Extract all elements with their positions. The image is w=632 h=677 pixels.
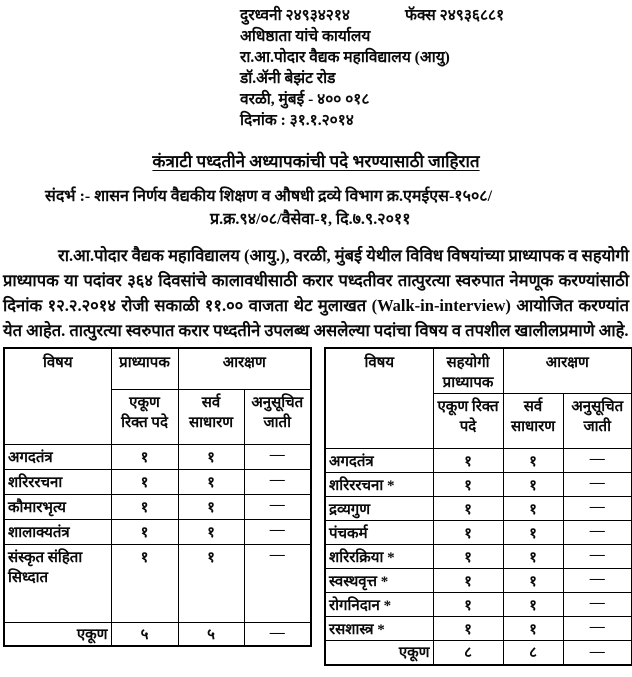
subject-cell: रसशास्त्र *	[325, 617, 433, 641]
scheduled-caste-header: अनुसूचित जाती	[244, 389, 311, 444]
subject-cell: द्रव्यगुण	[325, 497, 433, 521]
sc-cell: —	[244, 444, 311, 469]
reservation-column-header: आरक्षण	[178, 348, 311, 389]
general-cell: १	[178, 544, 244, 622]
subject-cell: शरिरक्रिया *	[325, 545, 433, 569]
table-row	[4, 469, 311, 494]
subject-cell: शरिररचना	[4, 469, 111, 494]
date-line: दिनांक : ३१.१.२०१४	[240, 112, 354, 129]
sc-cell: —	[244, 519, 311, 544]
general-cell: १	[503, 593, 563, 617]
vacant-cell: १	[433, 473, 503, 497]
table-row	[4, 444, 311, 469]
table-row	[325, 545, 632, 569]
general-cell: १	[503, 521, 563, 545]
sc-cell: —	[563, 449, 632, 473]
phone-fax-line	[240, 5, 632, 26]
vacant-cell: १	[111, 519, 178, 544]
general-cell: १	[178, 519, 244, 544]
table-row	[4, 519, 311, 544]
reference-block	[0, 185, 632, 231]
total-label: एकूण	[325, 641, 433, 665]
sc-cell: —	[563, 569, 632, 593]
letterhead	[240, 0, 632, 131]
vacant-cell: १	[433, 449, 503, 473]
table-header-row	[4, 348, 311, 389]
sc-cell: —	[563, 497, 632, 521]
sc-cell: —	[563, 545, 632, 569]
vacant-cell: १	[433, 569, 503, 593]
table-row	[325, 497, 632, 521]
subject-cell: स्वस्थवृत्त *	[325, 569, 433, 593]
sc-cell: —	[244, 469, 311, 494]
general-cell: १	[503, 473, 563, 497]
sc-cell: —	[563, 473, 632, 497]
vacant-cell: १	[433, 545, 503, 569]
general-cell: १	[503, 617, 563, 641]
table-row	[325, 617, 632, 641]
general-cell: १	[503, 497, 563, 521]
general-cell: १	[503, 449, 563, 473]
vacant-cell: १	[433, 617, 503, 641]
total-label: एकूण	[4, 622, 111, 646]
scheduled-caste-header: अनुसूचित जाती	[563, 394, 632, 449]
subject-cell: अगदतंत्र	[325, 449, 433, 473]
table-header-row	[325, 348, 632, 394]
total-row	[4, 622, 311, 646]
total-row	[325, 641, 632, 665]
general-header: सर्व साधारण	[178, 389, 244, 444]
fax-number: फॅक्स २४९३६८८१	[405, 7, 505, 24]
reference-text: शासन निर्णय वैद्यकीय शिक्षण व औषधी द्रव्ये विभाग क्र.एमईएस-१५०८/	[94, 188, 493, 205]
road-line: डॉ.ॲनी बेझंट रोड	[240, 70, 336, 87]
reference-line-1	[45, 185, 630, 208]
reference-line-2: प्र.क्र.९४/०८/वैसेवा-१, दि.७.९.२०११	[210, 211, 411, 228]
table-row	[4, 544, 311, 622]
college-line: रा.आ.पोदार वैद्यक महाविद्यालय (आयु)	[240, 49, 450, 66]
page-title: कंत्राटी पध्दतीने अध्यापकांची पदे भरण्यासाठी जाहिरात	[152, 152, 480, 171]
total-vacant-cell: ५	[111, 622, 178, 646]
table-row	[325, 521, 632, 545]
vacant-cell: १	[111, 469, 178, 494]
post-column-header: प्राध्यापक	[111, 348, 178, 389]
reservation-column-header: आरक्षण	[503, 348, 632, 394]
reference-label: संदर्भ	[45, 188, 76, 205]
total-general-cell: ५	[178, 622, 244, 646]
office-line: अधिष्ठाता यांचे कार्यालय	[240, 28, 371, 45]
body-paragraph: रा.आ.पोदार वैद्यक महाविद्यालय (आयु.), वरळी, मुंबई येथील विविध विषयांच्या प्राध्यापक व सहयोगी प्राध्यापक या पदांवर ३६४ दिवसांचे कालावधीसाठी करार पध्दतीवर तात्पुरत्या स्वरुपात नेमणूक करण्यांसाठी दिनांक १२.२.२०१४ रोजी सकाळी ११.०० वाजता थेट मुलाखत (Walk-in-interview) आयोजित करण्यांत येत आहेत. तात्पुरत्या स्वरुपात करार पध्दतीने उपलब्ध असलेल्या पदांचा विषय व तपशील खालीलप्रमाणे आहे.	[3, 246, 629, 340]
subject-cell: अगदतंत्र	[4, 444, 111, 469]
general-cell: १	[178, 469, 244, 494]
sc-cell: —	[563, 593, 632, 617]
sc-cell: —	[244, 494, 311, 519]
sc-cell: —	[563, 617, 632, 641]
general-cell: १	[503, 569, 563, 593]
subject-column-header: विषय	[4, 348, 111, 444]
table-row	[325, 569, 632, 593]
phone-number: दुरध्वनी २४९३४२१४	[240, 7, 350, 24]
reference-separator: :-	[79, 188, 91, 205]
total-sc-cell: —	[563, 641, 632, 665]
subject-column-header: विषय	[325, 348, 433, 449]
total-general-cell: ८	[503, 641, 563, 665]
table-row	[325, 473, 632, 497]
total-vacant-header: एकूण रिक्त पदे	[111, 389, 178, 444]
vacant-cell: १	[433, 521, 503, 545]
general-header: सर्व साधारण	[503, 394, 563, 449]
sc-cell: —	[244, 544, 311, 622]
subject-cell: पंचकर्म	[325, 521, 433, 545]
vacant-cell: १	[433, 497, 503, 521]
subject-cell: शरिररचना *	[325, 473, 433, 497]
subject-cell: शालाक्यतंत्र	[4, 519, 111, 544]
subject-cell: रोगनिदान *	[325, 593, 433, 617]
vacant-cell: १	[111, 444, 178, 469]
vacant-cell: १	[111, 494, 178, 519]
vacancy-tables	[3, 347, 629, 666]
general-cell: १	[178, 494, 244, 519]
total-vacant-cell: ८	[433, 641, 503, 665]
subject-cell: कौमारभृत्य	[4, 494, 111, 519]
city-line: वरळी, मुंबई - ४०० ०१८	[240, 91, 370, 108]
vacant-cell: १	[433, 593, 503, 617]
sc-cell: —	[563, 521, 632, 545]
total-sc-cell: —	[244, 622, 311, 646]
general-cell: १	[503, 545, 563, 569]
post-column-header: सहयोगी प्राध्यापक	[433, 348, 503, 394]
total-vacant-header: एकूण रिक्त पदे	[433, 394, 503, 449]
vacant-cell: १	[111, 544, 178, 622]
associate-professor-table	[324, 347, 632, 666]
general-cell: १	[178, 444, 244, 469]
table-row	[4, 494, 311, 519]
subject-cell: संस्कृत संहिता सिध्दात	[4, 544, 111, 622]
table-row	[325, 593, 632, 617]
table-row	[325, 449, 632, 473]
professor-table	[3, 347, 312, 647]
